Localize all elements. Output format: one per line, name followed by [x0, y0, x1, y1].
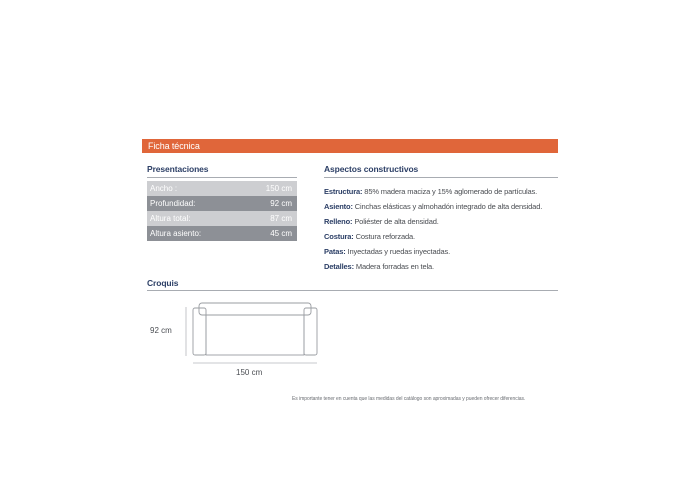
spec-row-ancho: [147, 181, 297, 196]
presentaciones-title: Presentaciones: [147, 164, 209, 174]
aspects-list: [324, 184, 564, 274]
aspect-key: Relleno:: [324, 217, 353, 226]
spec-label: Altura asiento:: [150, 229, 202, 238]
sofa-backrest: [199, 303, 311, 315]
croquis-divider: [147, 290, 558, 291]
aspect-costura: [324, 229, 564, 244]
ficha-tecnica-header: [142, 139, 558, 153]
aspect-key: Asiento:: [324, 202, 353, 211]
aspect-relleno: [324, 214, 564, 229]
aspect-patas: [324, 244, 564, 259]
aspect-asiento: [324, 199, 564, 214]
header-title: Ficha técnica: [148, 141, 200, 151]
presentaciones-divider: [147, 177, 297, 178]
spec-label: Profundidad:: [150, 199, 196, 208]
aspect-key: Estructura:: [324, 187, 363, 196]
spec-value: 150 cm: [265, 184, 292, 193]
aspect-text: Madera forradas en tela.: [353, 262, 434, 271]
aspect-key: Patas:: [324, 247, 346, 256]
aspect-text: Costura reforzada.: [353, 232, 415, 241]
spec-row-profundidad: [147, 196, 297, 211]
width-label: 150 cm: [236, 368, 263, 377]
aspect-text: Poliéster de alta densidad.: [352, 217, 439, 226]
spec-value: 92 cm: [270, 199, 292, 208]
aspect-text: 85% madera maciza y 15% aglomerado de partículas.: [362, 187, 538, 196]
spec-value: 45 cm: [270, 229, 292, 238]
spec-label: Ancho :: [150, 184, 178, 193]
spec-value: 87 cm: [270, 214, 292, 223]
aspectos-divider: [324, 177, 558, 178]
aspect-estructura: [324, 184, 564, 199]
spec-row-altura-asiento: [147, 226, 297, 241]
spec-label: Altura total:: [150, 214, 191, 223]
disclaimer-text: Es importante tener en cuenta que las medidas del catálogo son aproximadas y pueden ofrecer diferencias.: [292, 396, 526, 402]
spec-row-altura-total: [147, 211, 297, 226]
aspectos-title: Aspectos constructivos: [324, 164, 419, 174]
aspect-key: Costura:: [324, 232, 354, 241]
aspect-detalles: [324, 259, 564, 274]
aspect-text: Cinchas elásticas y almohadón integrado de alta densidad.: [352, 202, 543, 211]
depth-label: 92 cm: [150, 326, 172, 335]
spec-table: [147, 181, 297, 241]
aspect-key: Detalles:: [324, 262, 354, 271]
aspect-text: Inyectadas y ruedas inyectadas.: [345, 247, 451, 256]
sofa-seat: [206, 315, 304, 355]
croquis-title: Croquis: [147, 278, 179, 288]
